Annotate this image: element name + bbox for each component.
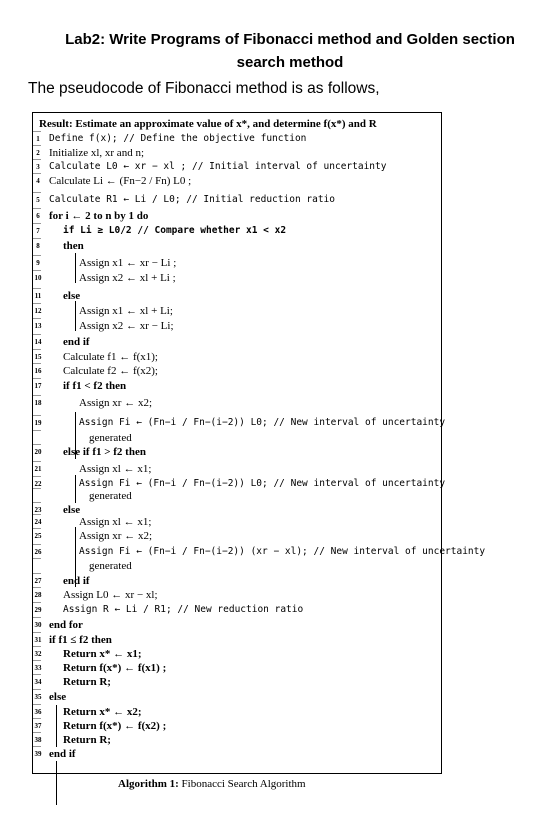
algorithm-line — [33, 445, 146, 459]
line-separator — [33, 349, 41, 350]
line-text: end if — [63, 336, 90, 348]
line-number: 39 — [34, 750, 42, 758]
line-number: 1 — [36, 135, 40, 143]
line-separator — [33, 363, 41, 364]
algorithm-line — [33, 289, 80, 303]
line-separator — [33, 145, 41, 146]
algorithm-line — [33, 574, 90, 588]
line-number: 7 — [36, 227, 40, 235]
caption-label: Algorithm 1: — [118, 778, 179, 790]
line-number: 21 — [34, 465, 42, 473]
algorithm-caption — [118, 778, 418, 790]
line-number: 22 — [34, 480, 42, 488]
algorithm-line — [33, 747, 76, 761]
algorithm-line — [33, 529, 152, 543]
line-separator — [33, 544, 41, 545]
line-number: 8 — [36, 242, 40, 250]
document-title: Lab2: Write Programs of Fibonacci method and Golden section search method — [65, 31, 515, 71]
line-separator — [33, 746, 41, 747]
line-number: 28 — [34, 591, 42, 599]
line-number: 27 — [34, 577, 42, 585]
algorithm-line — [33, 174, 191, 188]
algorithm-line — [33, 271, 176, 285]
algorithm-line — [33, 588, 158, 602]
algorithm-line — [33, 224, 286, 238]
line-number: 31 — [34, 636, 42, 644]
line-number: 26 — [34, 548, 42, 556]
line-number: 25 — [34, 532, 42, 540]
line-number: 24 — [34, 518, 42, 526]
line-separator — [33, 159, 41, 160]
algorithm-line — [33, 132, 306, 146]
line-separator — [33, 208, 41, 209]
block-indent-bar — [75, 253, 76, 283]
line-text: Calculate Li ← (Fn−2 / Fn) L0 ; — [49, 175, 192, 187]
line-number: 33 — [34, 664, 42, 672]
algorithm-line — [33, 719, 166, 733]
line-number: 9 — [36, 259, 40, 267]
algorithm-line — [33, 618, 83, 632]
line-separator — [33, 502, 41, 503]
line-separator — [33, 415, 41, 416]
line-text: Result: Estimate an approximate value of x*, and determine f(x*) and R — [39, 118, 377, 130]
line-separator — [33, 444, 41, 445]
line-text: generated — [89, 560, 132, 572]
line-separator — [33, 632, 41, 633]
line-separator — [33, 223, 41, 224]
line-number: 15 — [34, 353, 42, 361]
line-text: end for — [49, 619, 83, 631]
line-text: for i ← 2 to n by 1 do — [49, 210, 149, 222]
line-text: end if — [63, 575, 90, 587]
line-number: 4 — [36, 177, 40, 185]
line-number: 11 — [34, 292, 42, 300]
line-number: 35 — [34, 693, 42, 701]
line-separator — [33, 514, 41, 515]
line-text: Return f(x*) ← f(x1) ; — [63, 662, 167, 674]
line-text: Return R; — [63, 676, 111, 688]
block-indent-bar — [56, 761, 57, 805]
line-separator — [33, 718, 41, 719]
line-text: if f1 < f2 then — [63, 380, 127, 392]
line-separator — [33, 318, 41, 319]
algorithm-line — [33, 489, 132, 503]
line-text: Assign Fi ← (Fn−i / Fn−(i−2)) L0; // New interval of uncertainty — [79, 478, 446, 489]
line-text: Calculate f2 ← f(x2); — [63, 365, 158, 377]
line-separator — [33, 602, 41, 603]
line-text: Assign x1 ← xr − Li ; — [79, 257, 177, 269]
algorithm-line — [33, 256, 176, 270]
line-separator — [33, 689, 41, 690]
block-indent-bar — [75, 412, 76, 459]
line-text: Define f(x); // Define the objective function — [49, 133, 307, 144]
line-separator — [33, 617, 41, 618]
line-text: Return R; — [63, 734, 111, 746]
line-text: Return x* ← x2; — [63, 706, 142, 718]
line-text: else if f1 > f2 then — [63, 446, 146, 458]
line-separator — [33, 587, 41, 588]
algorithm-line — [33, 675, 111, 689]
line-separator — [33, 646, 41, 647]
algorithm-line — [33, 431, 132, 445]
algorithm-line — [33, 603, 303, 617]
algorithm-line — [33, 545, 485, 559]
line-separator — [33, 192, 41, 193]
line-number: 29 — [34, 606, 42, 614]
line-number: 32 — [34, 650, 42, 658]
line-separator — [33, 238, 41, 239]
line-separator — [33, 573, 41, 574]
line-text: generated — [89, 432, 132, 444]
line-text: else — [63, 290, 81, 302]
line-number: 37 — [34, 722, 42, 730]
line-separator — [33, 461, 41, 462]
line-text: if f1 ≤ f2 then — [49, 634, 112, 646]
line-number: 2 — [36, 149, 40, 157]
algorithm-line — [33, 733, 111, 747]
line-separator — [33, 378, 41, 379]
line-separator — [33, 131, 41, 132]
line-text: Assign xl ← x1; — [79, 516, 152, 528]
line-separator — [33, 334, 41, 335]
line-separator — [33, 732, 41, 733]
algorithm-line — [33, 647, 142, 661]
algorithm-line — [33, 335, 90, 349]
line-number: 23 — [34, 506, 42, 514]
algorithm-line — [33, 239, 84, 253]
line-number: 17 — [34, 382, 42, 390]
line-number: 20 — [34, 448, 42, 456]
line-text: Assign L0 ← xr − xl; — [63, 589, 158, 601]
algorithm-line — [33, 416, 445, 430]
line-text: generated — [89, 490, 132, 502]
line-separator — [33, 488, 41, 489]
algorithm-line — [33, 661, 166, 675]
line-number: 38 — [34, 736, 42, 744]
block-indent-bar — [75, 527, 76, 587]
algorithm-line — [33, 515, 151, 529]
line-text: Calculate f1 ← f(x1); — [63, 351, 158, 363]
algorithm-line — [33, 304, 173, 318]
line-text: Assign xr ← x2; — [79, 530, 153, 542]
line-separator — [33, 288, 41, 289]
algorithm-line — [33, 559, 132, 573]
block-indent-bar — [56, 705, 57, 747]
line-text: if Li ≥ L0/2 // Compare whether x1 < x2 — [63, 225, 287, 236]
line-separator — [33, 173, 41, 174]
line-separator — [33, 395, 41, 396]
line-separator — [33, 255, 41, 256]
line-text: else — [49, 691, 67, 703]
algorithm-line — [33, 396, 152, 410]
algorithm-line — [33, 379, 126, 393]
line-text: Return f(x*) ← f(x2) ; — [63, 720, 167, 732]
algorithm-line — [33, 160, 386, 174]
line-number: 3 — [36, 163, 40, 171]
line-text: Assign Fi ← (Fn−i / Fn−(i−2)) L0; // New interval of uncertainty — [79, 417, 446, 428]
line-number: 13 — [34, 322, 42, 330]
algorithm-line — [33, 117, 377, 131]
line-number: 16 — [34, 367, 42, 375]
block-indent-bar — [75, 301, 76, 331]
line-text: Assign x2 ← xr − Li; — [79, 320, 174, 332]
line-text: then — [63, 240, 84, 252]
line-text: Initialize xl, xr and n; — [49, 147, 144, 159]
intro-text: The pseudocode of Fibonacci method is as follows, — [28, 80, 380, 97]
line-text: Return x* ← x1; — [63, 648, 142, 660]
line-separator — [33, 528, 41, 529]
line-text: Assign R ← Li / R1; // New reduction ratio — [63, 604, 304, 615]
line-separator — [33, 558, 41, 559]
line-number: 6 — [36, 212, 40, 220]
line-number: 12 — [34, 307, 42, 315]
line-separator — [33, 270, 41, 271]
algorithm-line — [33, 193, 335, 207]
algorithm-line — [33, 350, 158, 364]
line-text: Assign x1 ← xl + Li; — [79, 305, 173, 317]
line-number: 19 — [34, 419, 42, 427]
line-number: 18 — [34, 399, 42, 407]
line-text: Assign xl ← x1; — [79, 463, 152, 475]
line-number: 14 — [34, 338, 42, 346]
line-number: 36 — [34, 708, 42, 716]
line-number: 5 — [36, 196, 40, 204]
caption-text: Fibonacci Search Algorithm — [181, 778, 306, 790]
line-separator — [33, 674, 41, 675]
line-text: Calculate L0 ← xr − xl ; // Initial interval of uncertainty — [49, 161, 387, 172]
block-indent-bar — [75, 475, 76, 503]
line-number: 10 — [34, 274, 42, 282]
line-text: else — [63, 504, 81, 516]
line-separator — [33, 430, 41, 431]
line-text: Calculate R1 ← Li / L0; // Initial reduction ratio — [49, 194, 335, 205]
algorithm-line — [33, 146, 144, 160]
algorithm-line — [33, 364, 158, 378]
line-number: 30 — [34, 621, 42, 629]
line-number: 34 — [34, 678, 42, 686]
algorithm-line — [33, 209, 148, 223]
algorithm-line — [33, 633, 112, 647]
algorithm-line — [33, 690, 66, 704]
line-separator — [33, 660, 41, 661]
algorithm-line — [33, 319, 174, 333]
line-text: Assign xr ← x2; — [79, 397, 153, 409]
line-text: Assign x2 ← xl + Li ; — [79, 272, 176, 284]
algorithm-box — [32, 112, 486, 774]
algorithm-line — [33, 462, 151, 476]
line-separator — [33, 303, 41, 304]
algorithm-line — [33, 705, 142, 719]
line-separator — [33, 476, 41, 477]
line-text: end if — [49, 748, 76, 760]
line-text: Assign Fi ← (Fn−i / Fn−(i−2)) (xr − xl); // New interval of uncertainty — [79, 546, 486, 557]
line-separator — [33, 704, 41, 705]
